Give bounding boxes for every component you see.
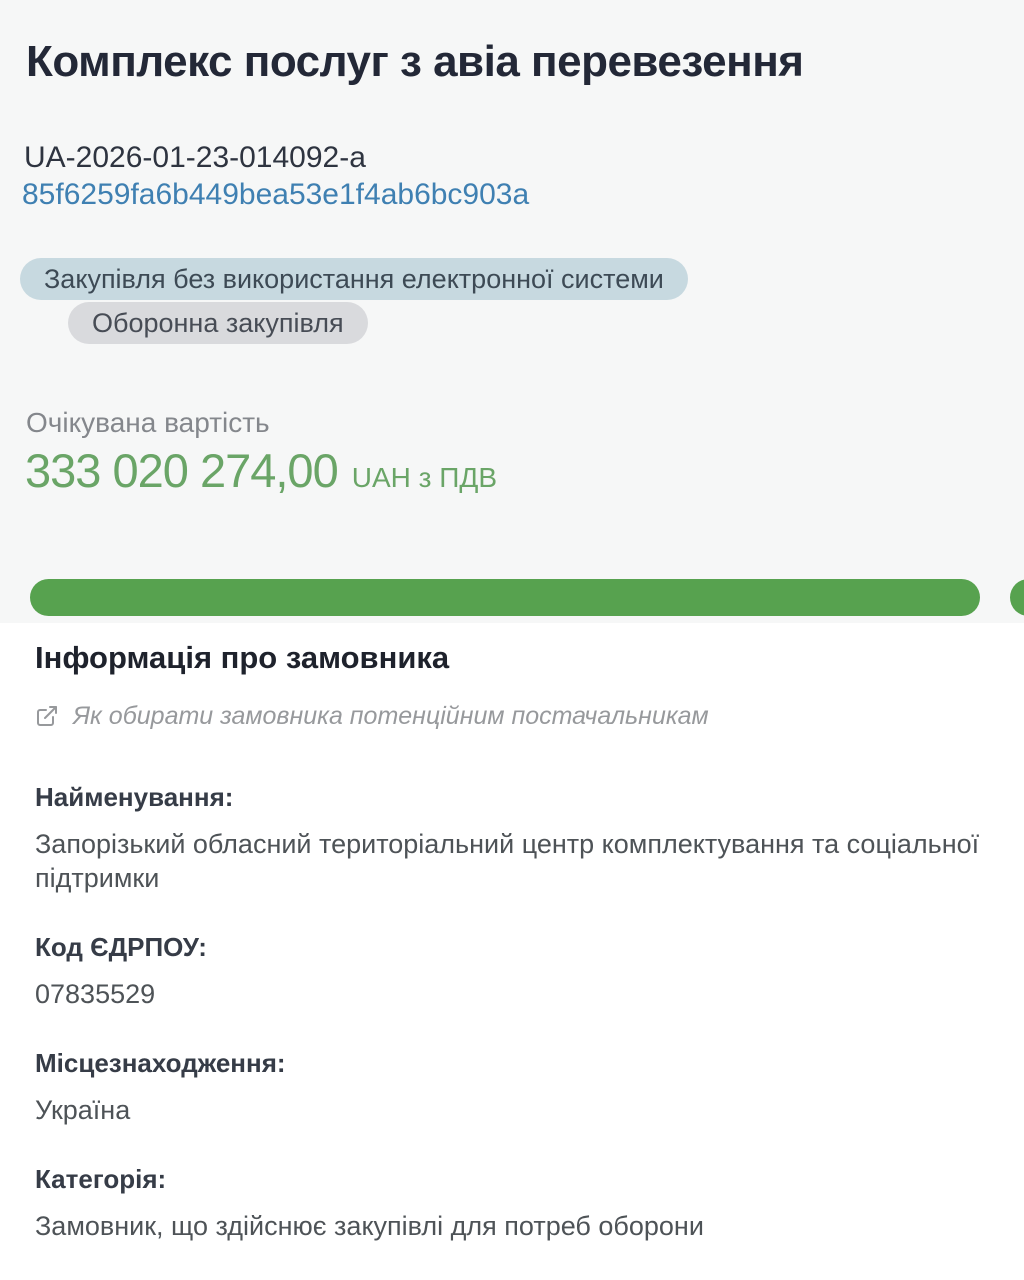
- buyer-section-heading: Інформація про замовника: [35, 640, 450, 675]
- buyer-help-link-label: Як обирати замовника потенційним постачальникам: [73, 702, 709, 730]
- defence-procurement-badge: Оборонна закупівля: [68, 302, 368, 344]
- expected-value-currency: UAH з ПДВ: [351, 461, 497, 493]
- expected-value-amount: 333 020 274,00: [25, 443, 338, 497]
- tender-hash-link[interactable]: 85f6259fa6b449bea53e1f4ab6bc903a: [22, 177, 530, 211]
- field-name-label: Найменування:: [35, 782, 234, 812]
- buyer-info-section: [0, 623, 1024, 1243]
- timeline-next-segment: [1010, 579, 1024, 616]
- procurement-method-badge: Закупівля без використання електронної системи: [20, 258, 688, 300]
- tender-timeline: [0, 579, 1024, 616]
- status-badges: [0, 258, 1024, 344]
- field-location-value: Україна: [35, 1095, 131, 1125]
- field-location-label: Місцезнаходження:: [35, 1048, 286, 1078]
- field-edrpou-value: 07835529: [35, 979, 156, 1009]
- field-category: [35, 1163, 989, 1243]
- field-edrpou: [35, 931, 989, 1011]
- field-category-value: Замовник, що здійснює закупівлі для потреб оборони: [35, 1211, 704, 1241]
- buyer-help-link[interactable]: [35, 701, 989, 731]
- field-name: [35, 781, 989, 895]
- field-category-label: Категорія:: [35, 1164, 167, 1194]
- tender-title: Комплекс послуг з авіа перевезення: [26, 37, 804, 86]
- tender-summary-section: [0, 0, 1024, 623]
- field-location: [35, 1047, 989, 1127]
- expected-value-label: Очікувана вартість: [26, 406, 270, 438]
- external-link-icon: [35, 704, 59, 728]
- tender-id: UA-2026-01-23-014092-a: [24, 140, 366, 174]
- field-name-value: Запорізький обласний територіальний центр комплектування та соціальної підтримки: [35, 829, 980, 893]
- timeline-progress-bar: [30, 579, 980, 616]
- expected-value-amount-row: [25, 444, 1024, 509]
- field-edrpou-label: Код ЄДРПОУ:: [35, 932, 207, 962]
